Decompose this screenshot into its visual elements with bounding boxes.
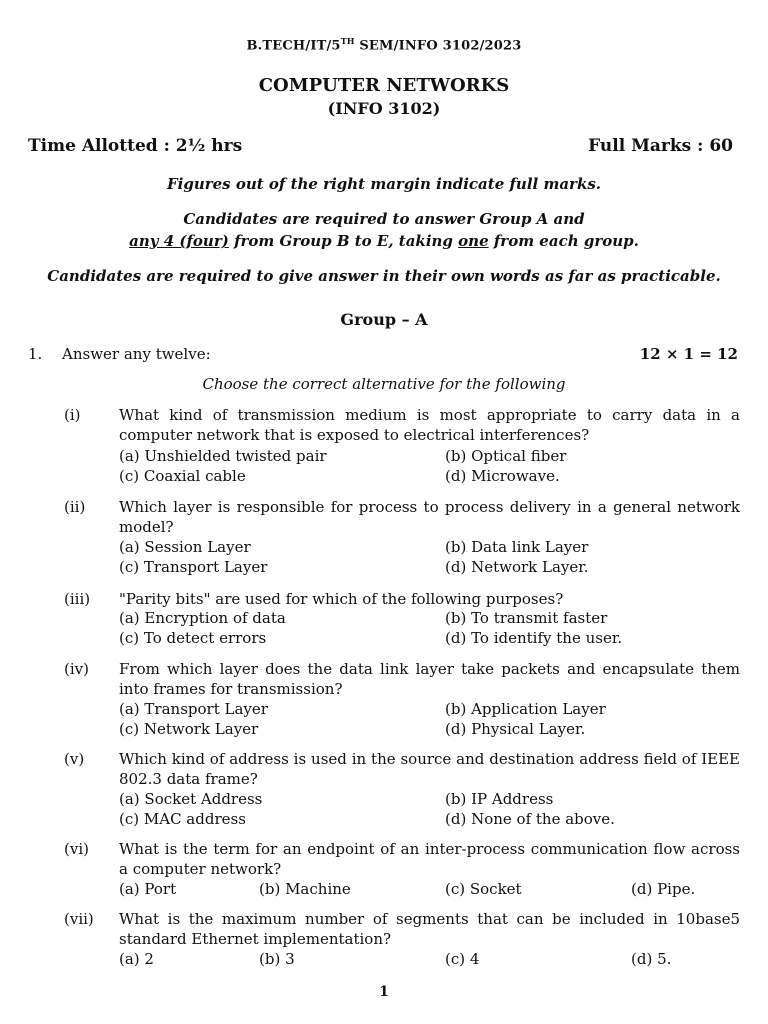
option-b: (b) To transmit faster	[445, 609, 608, 627]
option-c: (c) MAC address	[119, 810, 246, 828]
option-b: (b) IP Address	[445, 790, 554, 808]
option-b: (b) Application Layer	[445, 700, 606, 718]
group-heading: Group – A	[340, 310, 428, 329]
item-number: (vi)	[64, 840, 89, 858]
option-c: (c) Coaxial cable	[119, 467, 246, 485]
item-stem: "Parity bits" are used for which of the following purposes?	[119, 590, 564, 608]
page-number: 1	[379, 984, 389, 1000]
option-a: (a) 2	[119, 950, 154, 968]
instruction-own-words: Candidates are required to give answer in their own words as far as practicable.	[47, 267, 721, 285]
item-number: (i)	[64, 406, 81, 424]
option-a: (a) Socket Address	[119, 790, 263, 808]
paper-code: B.TECH/IT/5TH SEM/INFO 3102/2023	[246, 36, 522, 54]
time-allotted: Time Allotted : 2½ hrs	[28, 136, 243, 156]
option-c: (c) Transport Layer	[119, 558, 268, 576]
instruction-groups-b-e: any 4 (four) from Group B to E, taking one from each group.	[129, 232, 639, 250]
item-stem: What is the maximum number of segments that can be included in 10base5 standard Ethernet implementation?	[119, 910, 740, 948]
item-number: (ii)	[64, 498, 86, 516]
option-d: (d) To identify the user.	[445, 629, 623, 647]
item-number: (v)	[64, 750, 85, 768]
option-d: (d) None of the above.	[445, 810, 615, 828]
option-d: (d) Microwave.	[445, 467, 560, 485]
option-d: (d) 5.	[631, 950, 672, 968]
option-a: (a) Port	[119, 880, 177, 898]
option-c: (c) Socket	[445, 880, 522, 898]
item-stem: Which kind of address is used in the source and destination address field of IEEE 802.3 data frame?	[119, 750, 740, 788]
instruction-group-a: Candidates are required to answer Group A and	[183, 210, 585, 228]
subject-code: (INFO 3102)	[327, 99, 441, 118]
option-b: (b) Machine	[259, 880, 351, 898]
item-stem: From which layer does the data link layer take packets and encapsulate them into frames for transmission?	[119, 660, 740, 698]
question-subtitle: Choose the correct alternative for the following	[202, 375, 566, 393]
option-d: (d) Physical Layer.	[445, 720, 586, 738]
instruction-margin: Figures out of the right margin indicate full marks.	[166, 175, 602, 193]
option-b: (b) Optical fiber	[445, 447, 567, 465]
item-number: (vii)	[64, 910, 94, 928]
option-b: (b) Data link Layer	[445, 538, 589, 556]
item-number: (iii)	[64, 590, 91, 608]
option-d: (d) Network Layer.	[445, 558, 589, 576]
item-stem: What kind of transmission medium is most appropriate to carry data in a computer network that is exposed to electrical interferences?	[119, 406, 740, 444]
option-a: (a) Transport Layer	[119, 700, 268, 718]
item-stem: What is the term for an endpoint of an inter-process communication flow across a computer network?	[119, 840, 740, 878]
option-a: (a) Session Layer	[119, 538, 251, 556]
option-d: (d) Pipe.	[631, 880, 696, 898]
item-number: (iv)	[64, 660, 89, 678]
option-a: (a) Encryption of data	[119, 609, 286, 627]
option-c: (c) 4	[445, 950, 480, 968]
option-b: (b) 3	[259, 950, 295, 968]
full-marks: Full Marks : 60	[588, 136, 733, 156]
option-a: (a) Unshielded twisted pair	[119, 447, 327, 465]
question-marks: 12 × 1 = 12	[639, 345, 738, 363]
paper-title: COMPUTER NETWORKS	[258, 75, 510, 96]
question-text: Answer any twelve:	[62, 345, 211, 363]
question-number: 1.	[28, 345, 43, 363]
option-c: (c) Network Layer	[119, 720, 259, 738]
item-stem: Which layer is responsible for process to process delivery in a general network model?	[119, 498, 740, 536]
option-c: (c) To detect errors	[119, 629, 267, 647]
